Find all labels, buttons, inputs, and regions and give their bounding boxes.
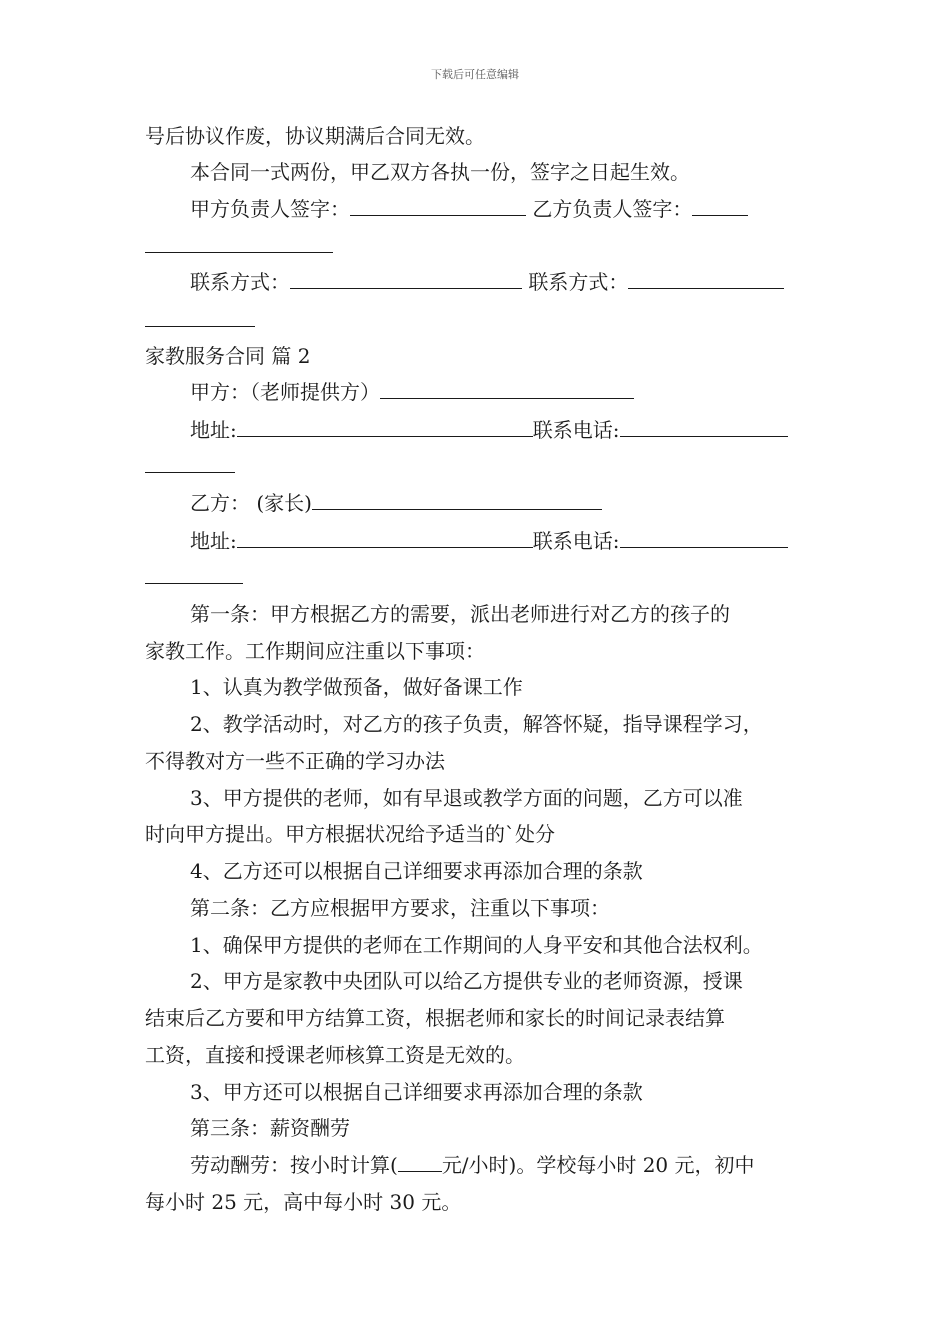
phone-blank [620,527,788,548]
paragraph-line: 本合同一式两份，甲乙双方各执一份，签字之日起生效。 [190,160,690,184]
party-b-label: 乙方： (家长) [190,491,312,515]
contact-blank [628,268,784,289]
blank-line [145,452,235,473]
paragraph-line: 每小时 25 元，高中每小时 30 元。 [145,1190,462,1214]
blank-continuation [145,563,835,591]
party-a-signature-blank [350,195,526,216]
blank-line [145,232,333,253]
article-heading: 第三条：薪资酬劳 [190,1116,350,1140]
party-b-line [190,489,880,517]
contact-label: 联系方式： [190,270,290,294]
paragraph-line: 第一条：甲方根据乙方的需要，派出老师进行对乙方的孩子的 [190,602,730,626]
list-item: 3、甲方提供的老师，如有早退或教学方面的问题，乙方可以准 [190,786,743,810]
address-label: 地址: [190,418,237,442]
paragraph-line: 号后协议作废，协议期满后合同无效。 [145,124,485,148]
party-a-line [190,378,880,406]
pay-rate-blank [398,1151,442,1172]
blank-continuation [145,232,835,260]
address-blank [237,416,533,437]
phone-blank [620,416,788,437]
paragraph-line: 家教工作。工作期间应注重以下事项： [145,639,485,663]
address-line [190,416,880,444]
blank-line [145,563,243,584]
signature-line [190,195,880,223]
pay-text: 元/小时)。学校每小时 20 元，初中 [441,1153,755,1177]
contact-blank [290,268,522,289]
party-a-blank [380,378,634,399]
list-item: 2、甲方是家教中央团队可以给乙方提供专业的老师资源，授课 [190,969,743,993]
contact-label: 联系方式： [528,270,629,294]
list-item: 3、甲方还可以根据自己详细要求再添加合理的条款 [190,1080,643,1104]
blank-line [145,306,255,327]
address-blank [237,527,533,548]
list-item: 4、乙方还可以根据自己详细要求再添加合理的条款 [190,859,643,883]
pay-text: 劳动酬劳：按小时计算( [190,1153,398,1177]
paragraph-line: 工资，直接和授课老师核算工资是无效的。 [145,1043,525,1067]
blank-continuation [145,452,835,480]
blank-continuation [145,306,835,334]
pay-line [190,1151,880,1179]
party-a-signature-label: 甲方负责人签字： [190,197,350,221]
phone-label: 联系电话: [532,529,620,553]
party-a-label: 甲方：（老师提供方） [190,380,380,404]
phone-label: 联系电话: [532,418,620,442]
page-header: 下载后可任意编辑 [431,68,519,81]
contact-line [190,268,880,296]
section-title: 家教服务合同 篇 2 [145,344,311,368]
list-item: 1、确保甲方提供的老师在工作期间的人身平安和其他合法权利。 [190,933,763,957]
party-b-signature-label: 乙方负责人签字： [532,197,693,221]
article-heading: 第二条：乙方应根据甲方要求，注重以下事项： [190,896,610,920]
party-b-blank [312,489,602,510]
paragraph-line: 时向甲方提出。甲方根据状况给予适当的`处分 [145,822,555,846]
paragraph-line: 不得教对方一些不正确的学习办法 [145,749,445,773]
address-label: 地址: [190,529,237,553]
list-item: 1、认真为教学做预备，做好备课工作 [190,675,523,699]
paragraph-line: 结束后乙方要和甲方结算工资，根据老师和家长的时间记录表结算 [145,1006,725,1030]
list-item: 2、教学活动时，对乙方的孩子负责，解答怀疑，指导课程学习， [190,712,763,736]
address-line [190,527,880,555]
party-b-signature-blank [692,195,748,216]
